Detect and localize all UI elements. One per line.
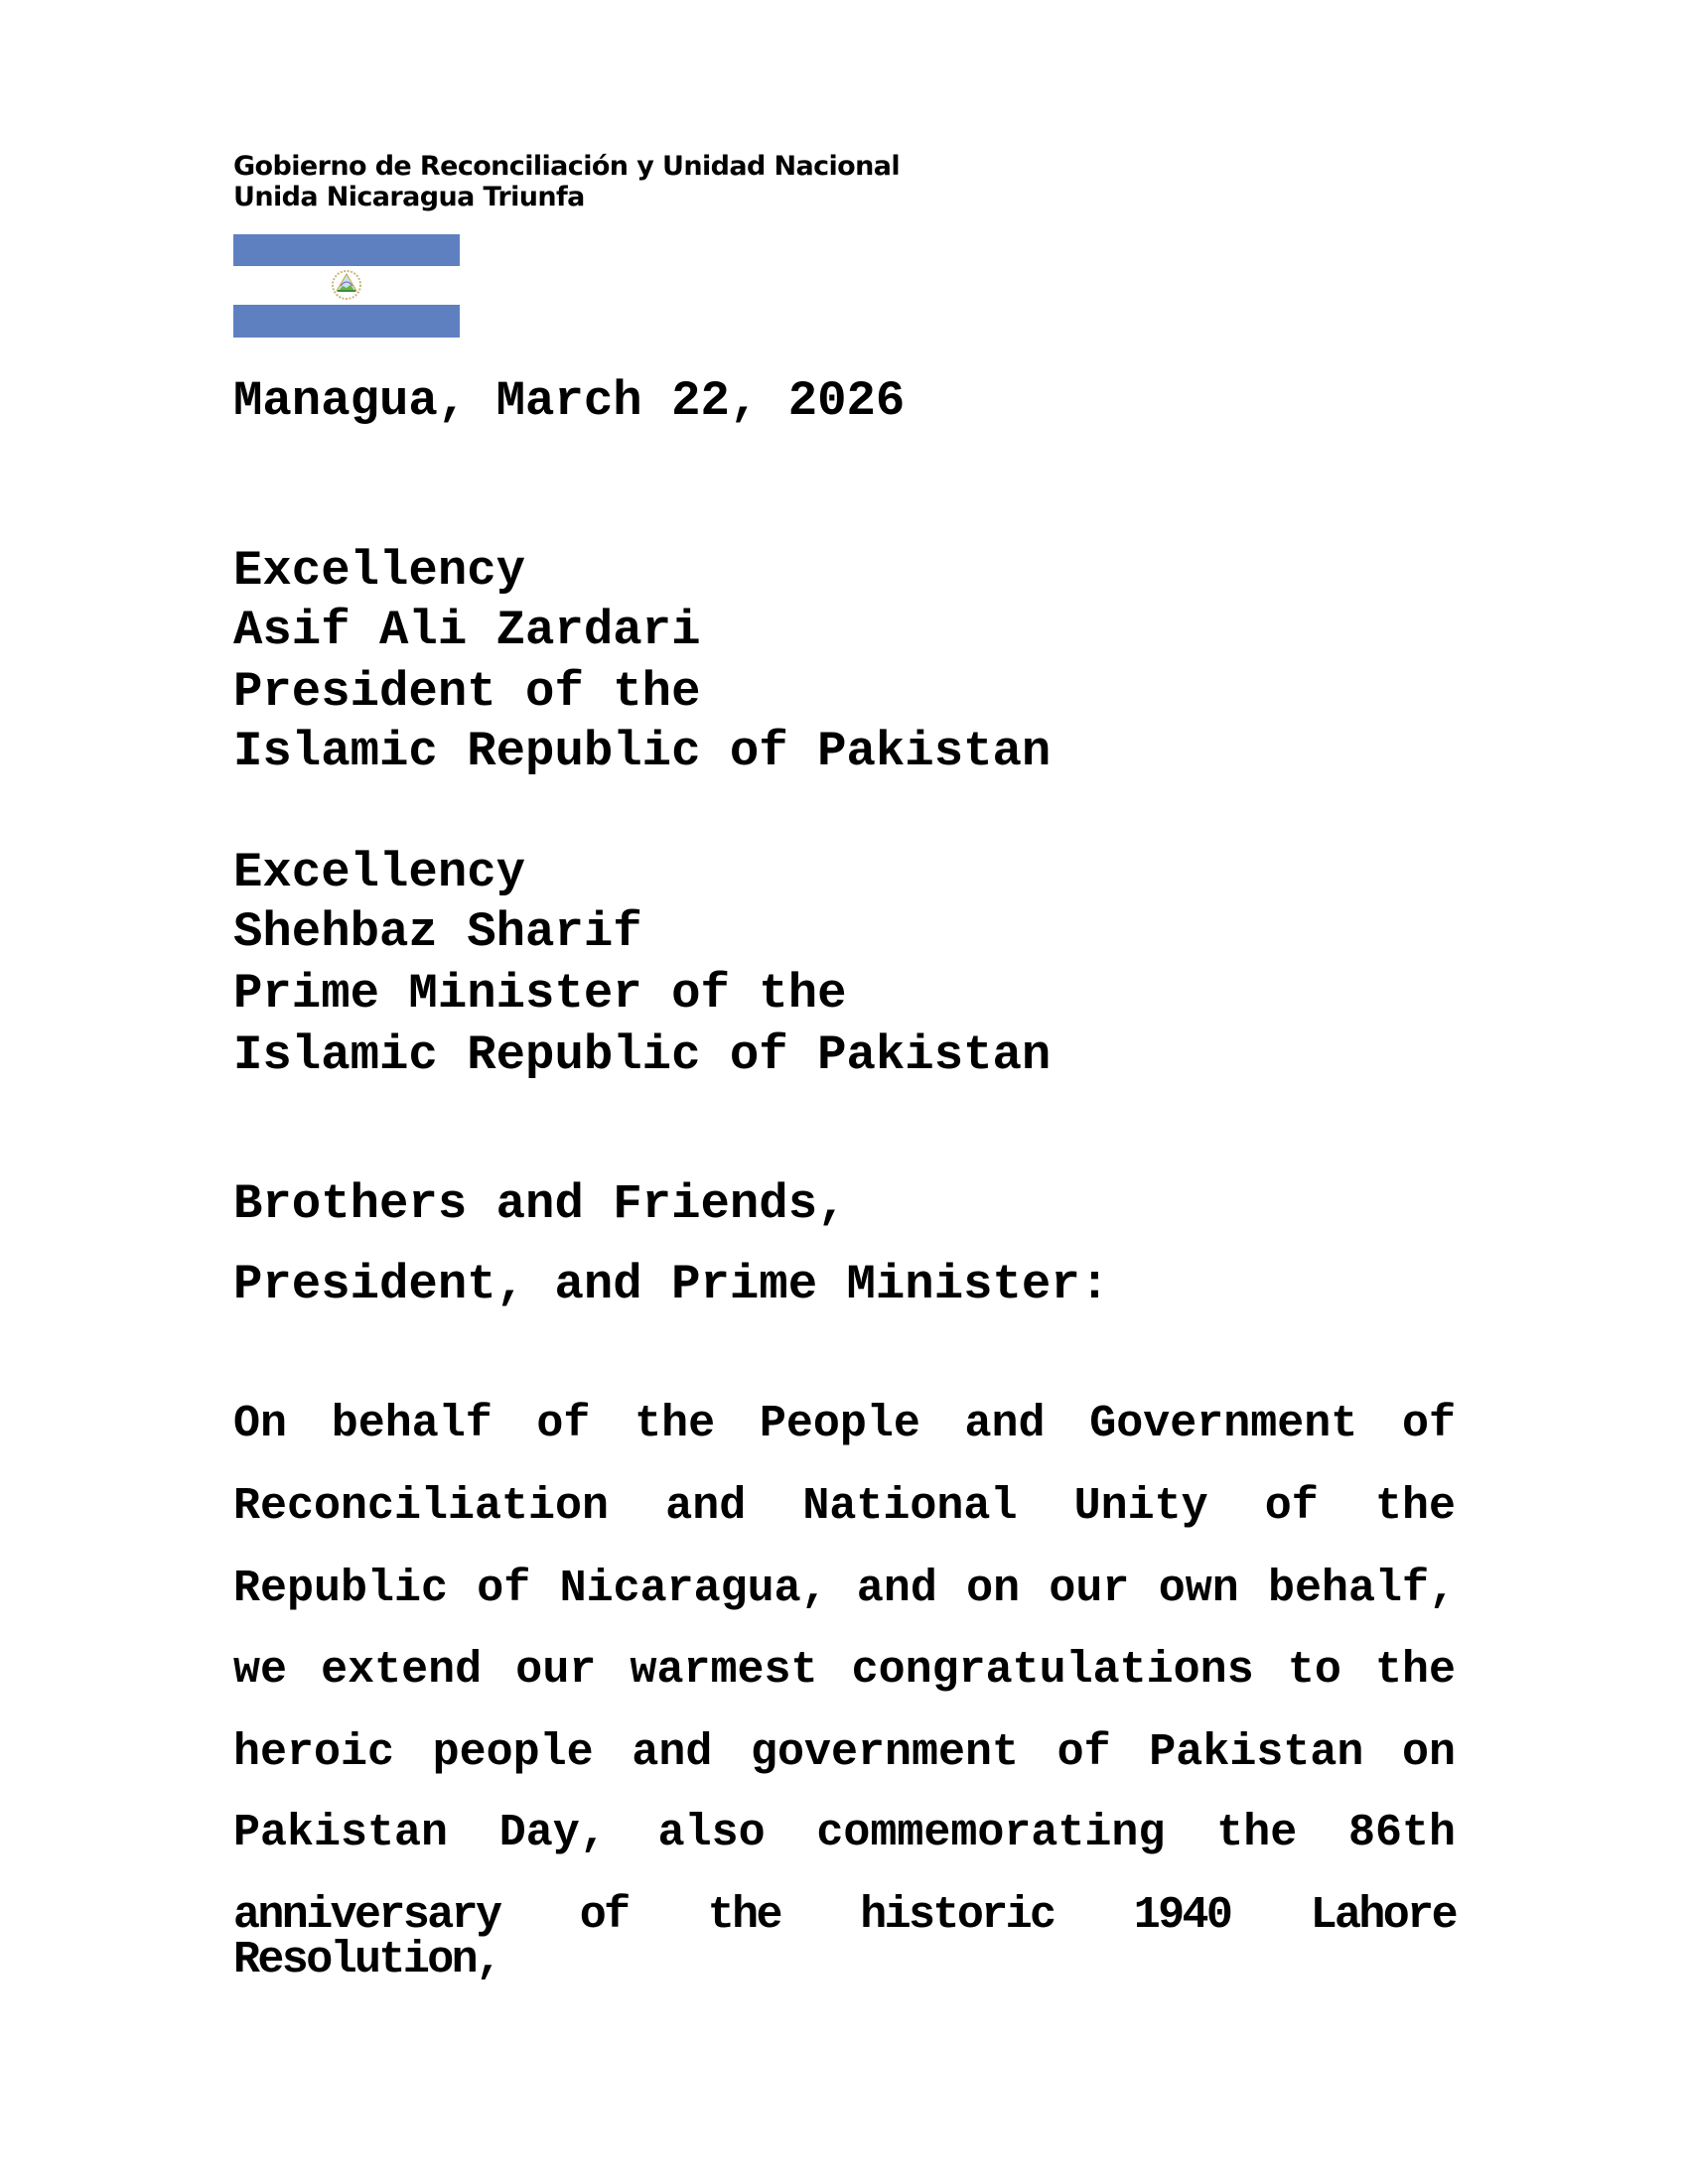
recipient-honorific: Excellency bbox=[233, 543, 526, 599]
paragraph-line: heroic people and government of Pakistan on bbox=[233, 1727, 1456, 1778]
letterhead-government-name: Gobierno de Reconciliación y Unidad Nacional bbox=[233, 151, 901, 182]
paragraph-line: anniversary of the historic 1940 Lahore Resolution, bbox=[233, 1890, 1456, 1985]
recipient-country: Islamic Republic of Pakistan bbox=[233, 1027, 1052, 1083]
paragraph-line: On behalf of the People and Government of bbox=[233, 1399, 1456, 1449]
letterhead-slogan: Unida Nicaragua Triunfa bbox=[233, 182, 585, 212]
salutation-line: President, and Prime Minister: bbox=[233, 1257, 1110, 1312]
paragraph-line: Reconciliation and National Unity of the bbox=[233, 1481, 1456, 1532]
recipient-name: Asif Ali Zardari bbox=[233, 603, 701, 658]
recipient-title: Prime Minister of the bbox=[233, 966, 847, 1022]
recipient-name: Shehbaz Sharif bbox=[233, 904, 642, 960]
recipient-country: Islamic Republic of Pakistan bbox=[233, 724, 1052, 779]
recipient-honorific: Excellency bbox=[233, 845, 526, 900]
coat-of-arms-icon bbox=[331, 269, 362, 301]
date-line: Managua, March 22, 2026 bbox=[233, 373, 906, 429]
paragraph-line: we extend our warmest congratulations to the bbox=[233, 1645, 1456, 1696]
flag-bottom-stripe bbox=[233, 305, 460, 338]
paragraph-line: Republic of Nicaragua, and on our own behalf, bbox=[233, 1564, 1456, 1614]
paragraph-line: Pakistan Day, also commemorating the 86th bbox=[233, 1808, 1456, 1858]
recipient-title: President of the bbox=[233, 664, 701, 720]
flag-top-stripe bbox=[233, 234, 460, 266]
nicaragua-flag bbox=[233, 234, 460, 338]
salutation-line: Brothers and Friends, bbox=[233, 1176, 847, 1232]
